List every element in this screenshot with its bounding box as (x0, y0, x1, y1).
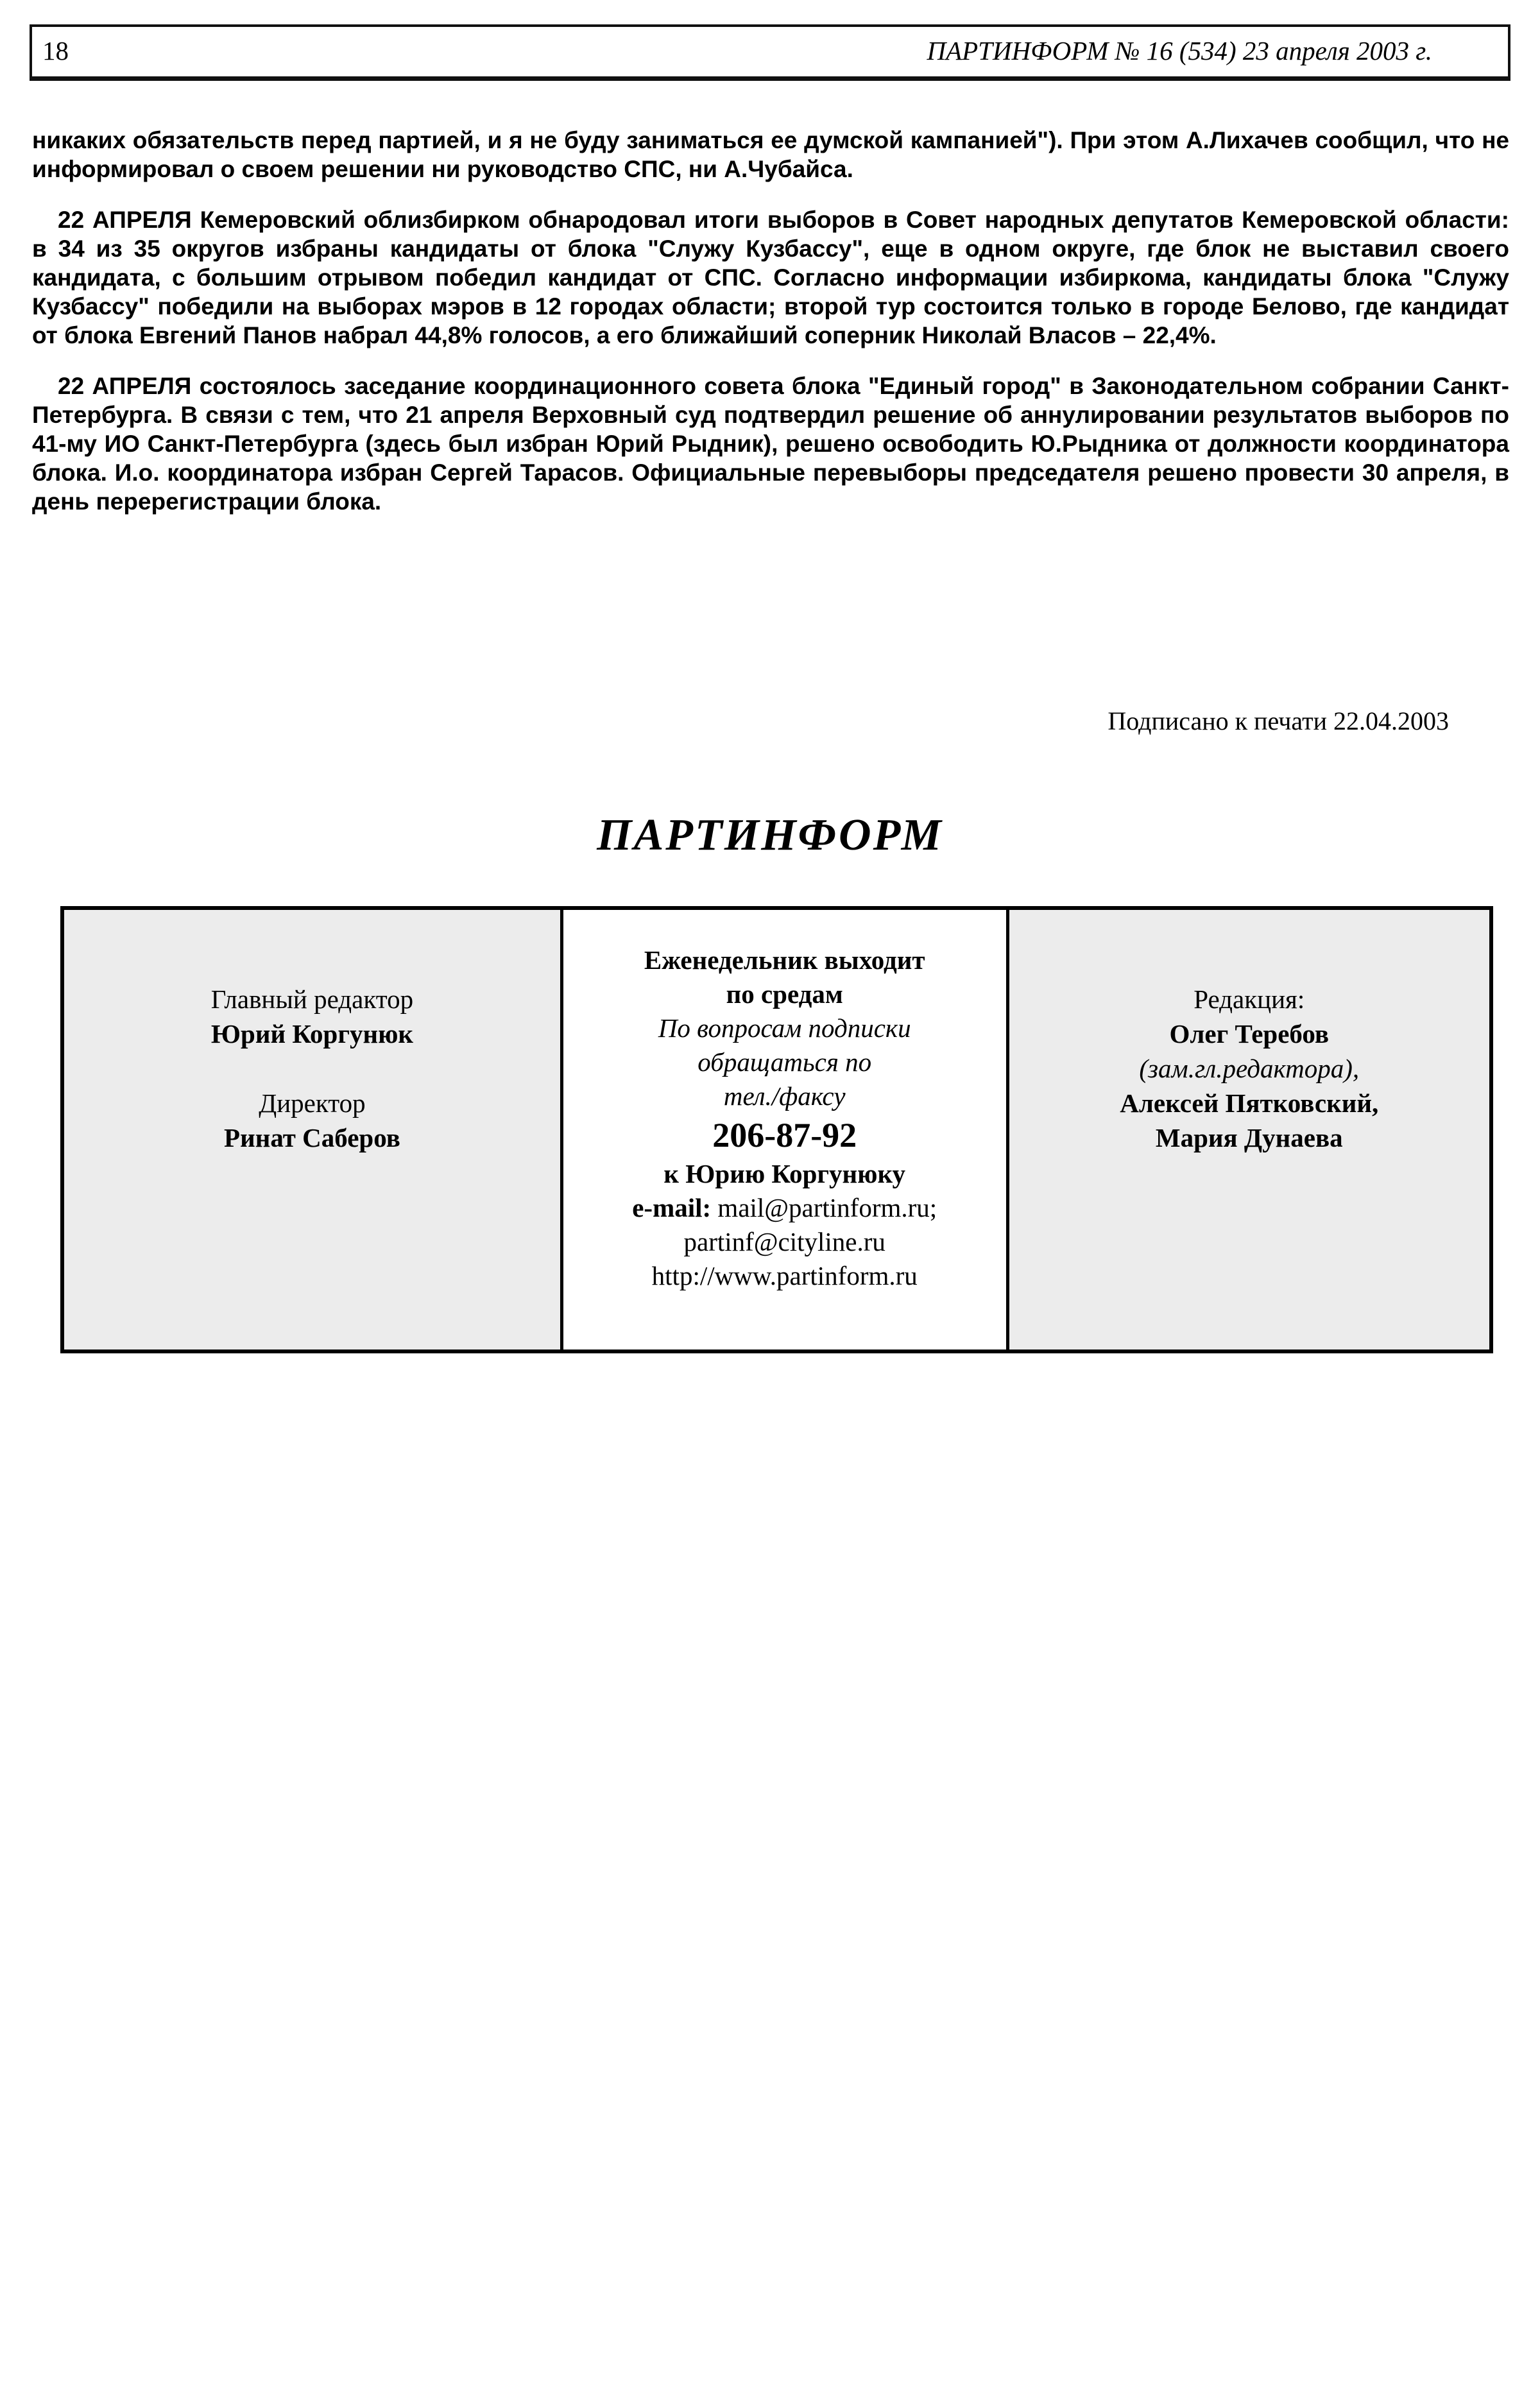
subscription-line: обращаться по (697, 1047, 872, 1077)
spacer (64, 1051, 560, 1086)
body-text (32, 126, 1509, 538)
staff-name: Мария Дунаева (1155, 1123, 1343, 1152)
masthead-title: ПАРТИНФОРМ (597, 810, 943, 860)
colophon-editors-cell (64, 910, 560, 1350)
phone-number: 206-87-92 (712, 1116, 857, 1154)
director-role: Директор (259, 1088, 366, 1118)
colophon-contacts-cell (560, 910, 1009, 1350)
email-address: partinf@cityline.ru (683, 1227, 886, 1256)
issue-title: ПАРТИНФОРМ № 16 (534) 23 апреля 2003 г. (927, 35, 1432, 65)
subscription-line: По вопросам подписки (658, 1013, 911, 1043)
email-label: e-mail: (632, 1193, 712, 1222)
staff-role-note: (зам.гл.редактора), (1139, 1054, 1360, 1083)
schedule-line: по средам (726, 979, 843, 1009)
editorial-title: Редакция: (1194, 984, 1305, 1014)
email-line (563, 1191, 1006, 1225)
body-paragraph: никаких обязательств перед партией, и я не буду заниматься ее думской кампанией"). При этом А.Лихачев сообщил, что не информировал о своем решении ни руководство СПС, ни А.Чубайса. (32, 127, 1509, 182)
staff-name: Алексей Пятковский, (1120, 1088, 1379, 1118)
director-name: Ринат Саберов (224, 1123, 400, 1152)
body-paragraph: 22 АПРЕЛЯ Кемеровский облизбирком обнародовал итоги выборов в Совет народных депутатов Кемеровской области: в 34 из 35 округов избраны кандидаты от блока "Служу Кузбассу", еще в одном округе, где блок не выставил своего кандидата, с большим отрывом победил кандидат от СПС. Согласно информации избиркома, кандидаты блока "Служу Кузбассу" победили на выборах мэров в 12 городах области; второй тур состоится только в городе Белово, где кандидат от блока Евгений Панов набрал 44,8% голосов, а его ближайший соперник Николай Власов – 22,4%. (32, 207, 1509, 348)
chief-editor-role: Главный редактор (210, 984, 414, 1014)
contact-person-line: к Юрию Коргунюку (663, 1159, 906, 1188)
email-address: mail@partinform.ru; (717, 1193, 937, 1222)
colophon-staff-cell (1009, 910, 1489, 1350)
website-url: http://www.partinform.ru (651, 1261, 918, 1290)
signed-to-print-line: Подписано к печати 22.04.2003 (1108, 707, 1449, 735)
chief-editor-name: Юрий Коргунюк (210, 1019, 414, 1049)
staff-name: Олег Теребов (1169, 1019, 1330, 1049)
subscription-line: тел./факсу (723, 1081, 846, 1111)
schedule-line: Еженедельник выходит (644, 945, 925, 975)
body-paragraph: 22 АПРЕЛЯ состоялось заседание координационного совета блока "Единый город" в Законодательном собрании Санкт-Петербурга. В связи с тем, что 21 апреля Верховный суд подтвердил решение об аннулировании результатов выборов по 41-му ИО Санкт-Петербурга (здесь был избран Юрий Рыдник), решено освободить Ю.Рыдника от должности координатора блока. И.о. координатора избран Сергей Тарасов. Официальные перевыборы председателя решено провести 30 апреля, в день перерегистрации блока. (32, 373, 1509, 515)
colophon-table (60, 906, 1493, 1353)
page-number: 18 (42, 35, 69, 65)
running-header (30, 24, 1510, 81)
